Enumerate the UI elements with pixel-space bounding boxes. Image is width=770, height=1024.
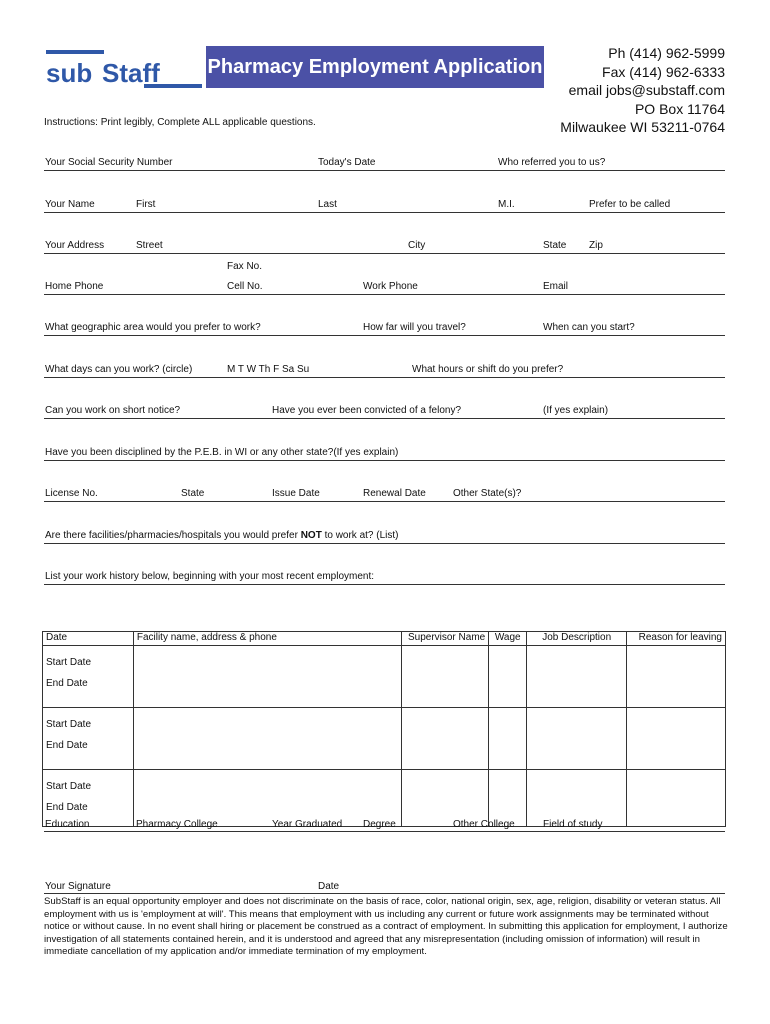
header-supervisor: Supervisor Name [402, 632, 489, 646]
travel-label: How far will you travel? [363, 322, 466, 333]
page-title: Pharmacy Employment Application [206, 46, 544, 88]
wage-cell[interactable] [489, 708, 527, 770]
phone-field[interactable] [44, 294, 725, 295]
area-label: What geographic area would you prefer to work? [45, 322, 261, 333]
facility-cell[interactable] [133, 770, 401, 827]
not-work-field[interactable] [44, 543, 725, 544]
wage-cell[interactable] [489, 770, 527, 827]
state-label: State [543, 240, 567, 251]
mi-label: M.I. [498, 199, 515, 210]
start-date-label: Start Date [46, 719, 92, 730]
table-row[interactable] [43, 708, 726, 770]
job-cell[interactable] [527, 646, 627, 708]
name-field[interactable] [44, 212, 725, 213]
field-of-study-label: Field of study [543, 819, 603, 830]
start-label: When can you start? [543, 322, 635, 333]
address-label: Your Address [45, 240, 105, 251]
facility-cell[interactable] [133, 708, 401, 770]
last-label: Last [318, 199, 337, 210]
degree-label: Degree [363, 819, 396, 830]
header-wage: Wage [489, 632, 527, 646]
explain-label: (If yes explain) [543, 405, 609, 416]
header-date: Date [43, 632, 134, 646]
hours-label: What hours or shift do you prefer? [412, 364, 564, 375]
short-notice-label: Can you work on short notice? [45, 405, 181, 416]
history-label: List your work history below, beginning with your most recent employment: [45, 571, 375, 582]
license-state-label: State [181, 488, 205, 499]
year-graduated-label: Year Graduated [272, 819, 343, 830]
address-field[interactable] [44, 253, 725, 254]
not-work-label [45, 530, 399, 542]
wage-cell[interactable] [489, 646, 527, 708]
email: email jobs@substaff.com [568, 82, 725, 98]
job-cell[interactable] [527, 770, 627, 827]
header-reason: Reason for leaving [627, 632, 726, 646]
not-emphasis: NOT [300, 530, 322, 541]
date-cell[interactable] [43, 770, 134, 827]
first-label: First [136, 199, 156, 210]
contact-block [560, 44, 725, 137]
signature-field[interactable] [44, 893, 725, 894]
table-row[interactable] [43, 646, 726, 708]
start-date-label: Start Date [46, 781, 92, 792]
not-work-prefix: Are there facilities/pharmacies/hospitals you would prefer [45, 530, 301, 541]
street-label: Street [136, 240, 163, 251]
referred-label: Who referred you to us? [498, 157, 606, 168]
other-states-label: Other State(s)? [453, 488, 522, 499]
disciplined-field[interactable] [44, 460, 725, 461]
work-phone-label: Work Phone [363, 281, 418, 292]
end-date-label: End Date [46, 802, 88, 813]
reason-cell[interactable] [627, 646, 726, 708]
not-work-suffix: to work at? (List) [321, 530, 399, 541]
job-cell[interactable] [527, 708, 627, 770]
issue-date-label: Issue Date [272, 488, 320, 499]
education-label: Education [45, 819, 90, 830]
supervisor-cell[interactable] [402, 646, 489, 708]
instructions: Instructions: Print legibly, Complete ALL applicable questions. [44, 117, 316, 128]
days-label: What days can you work? (circle) [45, 364, 193, 375]
end-date-label: End Date [46, 678, 88, 689]
prefer-called-label: Prefer to be called [589, 199, 671, 210]
work-history-table [42, 631, 726, 827]
todays-date-label: Today's Date [318, 157, 376, 168]
date-cell[interactable] [43, 708, 134, 770]
facility-cell[interactable] [133, 646, 401, 708]
city-state-zip: Milwaukee WI 53211-0764 [560, 119, 725, 135]
email-label: Email [543, 281, 569, 292]
cell-no-label: Cell No. [227, 281, 263, 292]
days-field[interactable] [44, 377, 725, 378]
legal-disclaimer: SubStaff is an equal opportunity employer and does not discriminate on the basis of race, color, national origin, sex, age, religion, disability or veteran status. All employment with us is 'employment at will'. This means that employment with us including any current or future work assignments may be terminated without notice or without cause. In no event shall hiring or placement be construed as a contract of employment. In submitting this application for employment, I authorize investigation of all statements contained herein, and it is understood and agreed that any misrepresentation (including omission of information) will result in immediate cancellation of my application and/or immediate termination of my employment. [44, 896, 728, 957]
date-cell[interactable] [43, 646, 134, 708]
zip-label: Zip [589, 240, 603, 251]
po-box: PO Box 11764 [634, 100, 725, 117]
end-date-label: End Date [46, 740, 88, 751]
ssn-label: Your Social Security Number [45, 157, 173, 168]
start-date-label: Start Date [46, 657, 92, 668]
table-row[interactable] [43, 770, 726, 827]
history-field[interactable] [44, 584, 725, 585]
city-label: City [408, 240, 426, 251]
logo-text-sub: sub [46, 58, 93, 88]
pharmacy-college-label: Pharmacy College [136, 819, 218, 830]
header-job: Job Description [527, 632, 627, 646]
signature-date-label: Date [318, 881, 340, 892]
license-label: License No. [45, 488, 98, 499]
area-field[interactable] [44, 335, 725, 336]
header-facility: Facility name, address & phone [133, 632, 401, 646]
signature-label: Your Signature [45, 881, 111, 892]
fax-no-label: Fax No. [227, 261, 263, 272]
supervisor-cell[interactable] [402, 770, 489, 827]
reason-cell[interactable] [627, 708, 726, 770]
logo-text-staff: Staff [102, 58, 160, 88]
substaff-logo [44, 44, 204, 92]
education-field[interactable] [44, 831, 725, 832]
license-field[interactable] [44, 501, 725, 502]
reason-cell[interactable] [627, 770, 726, 827]
days-list[interactable]: M T W Th F Sa Su [227, 364, 310, 375]
other-college-label: Other College [453, 819, 515, 830]
supervisor-cell[interactable] [402, 708, 489, 770]
fax: Fax (414) 962-6333 [602, 63, 725, 80]
notice-field[interactable] [44, 418, 725, 419]
renewal-date-label: Renewal Date [363, 488, 426, 499]
phone: Ph (414) 962-5999 [608, 45, 725, 61]
name-label: Your Name [45, 199, 95, 210]
disciplined-label: Have you been disciplined by the P.E.B. in WI or any other state?(If yes explain) [45, 447, 399, 458]
felony-label: Have you ever been convicted of a felony? [272, 405, 462, 416]
ssn-field[interactable] [44, 170, 725, 171]
home-phone-label: Home Phone [45, 281, 104, 292]
table-header-row [43, 632, 726, 646]
